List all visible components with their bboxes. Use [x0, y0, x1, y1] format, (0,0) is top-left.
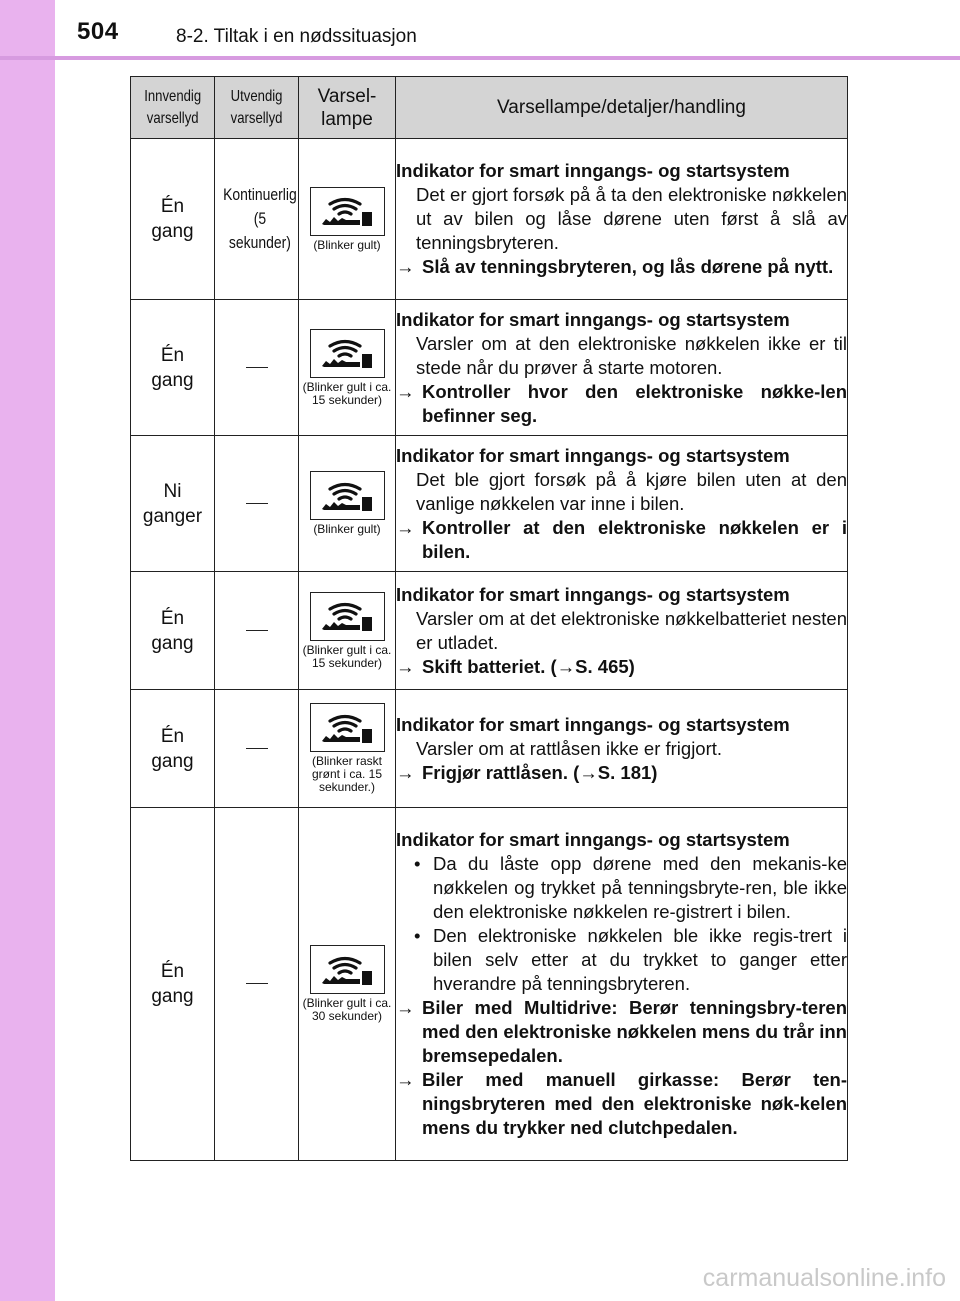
outer-sound-cell [215, 300, 299, 436]
detail-title: Indikator for smart inngangs- og startsystem [396, 583, 790, 605]
arrow-icon: → [396, 516, 415, 538]
table-header-row [131, 77, 848, 139]
detail-action: → Slå av tenningsbryteren, og lås dørene på nytt. [396, 256, 834, 277]
header-tab [0, 0, 55, 60]
smart-key-indicator-icon [310, 945, 385, 994]
empty-dash [246, 748, 268, 749]
table-row [131, 300, 848, 436]
table-row [131, 808, 848, 1161]
detail-bullet: • Den elektroniske nøkkelen ble ikke regis-trert i bilen selv etter at du trykket to ganger etter hverandre på tenningsbryteren. [414, 925, 847, 994]
smart-key-indicator-icon [310, 329, 385, 378]
detail-cell [396, 690, 848, 808]
detail-body: Det ble gjort forsøk på å kjøre bilen uten at den vanlige nøkkelen var inne i bilen. [416, 468, 847, 514]
arrow-icon: → [396, 380, 415, 402]
outer-sound-cell [215, 572, 299, 690]
header-band [0, 0, 960, 56]
detail-action: → Biler med Multidrive: Berør tenningsbry-teren med den elektroniske nøkkelen mens du trår inn bremsepedalen. [396, 997, 847, 1066]
detail-cell [396, 808, 848, 1161]
detail-cell [396, 139, 848, 300]
header-warning-lamp: Varsel- lampe [299, 77, 396, 139]
lamp-note: (Blinker gult) [313, 522, 381, 536]
detail-action: → Skift batteriet. (→S. 465) [396, 655, 635, 677]
detail-action: → Biler med manuell girkasse: Berør ten-ningsbryteren med den elektroniske nøk-kelen mens du trykker ned clutchpedalen. [396, 1069, 847, 1138]
inner-sound-cell: Ni ganger [131, 436, 215, 572]
smart-key-indicator-icon [310, 187, 385, 236]
outer-sound-cell [215, 690, 299, 808]
table-row [131, 690, 848, 808]
detail-cell [396, 300, 848, 436]
lamp-note: (Blinker raskt grønt i ca. 15 sekunder.) [311, 754, 383, 794]
empty-dash [246, 503, 268, 504]
lamp-cell [299, 690, 396, 808]
lamp-note: (Blinker gult i ca. 30 sekunder) [302, 996, 392, 1023]
inner-sound-cell: Én gang [131, 300, 215, 436]
header-rule [0, 56, 960, 60]
detail-body: Varsler om at rattlåsen ikke er frigjort. [416, 737, 723, 759]
detail-body: Varsler om at det elektroniske nøkkelbatteriet nesten er utladet. [416, 607, 847, 653]
detail-title: Indikator for smart inngangs- og startsystem [396, 160, 790, 181]
smart-key-indicator-icon [310, 471, 385, 520]
table-row [131, 436, 848, 572]
detail-cell [396, 436, 848, 572]
arrow-icon: → [396, 1069, 415, 1090]
watermark: carmanualsonline.info [702, 1264, 946, 1292]
ref-arrow-icon: → [556, 655, 576, 677]
lamp-note: (Blinker gult i ca. 15 sekunder) [302, 642, 392, 670]
lamp-note: (Blinker gult i ca. 15 sekunder) [302, 379, 392, 407]
bullet-dot-icon: • [414, 853, 421, 874]
page-number: 504 [77, 18, 119, 45]
detail-title: Indikator for smart inngangs- og startsystem [396, 444, 790, 466]
header-details: Varsellampe/detaljer/handling [396, 77, 848, 139]
ref-arrow-icon: → [579, 761, 598, 783]
detail-bullet: • Da du låste opp dørene med den mekanis-ke nøkkelen og trykket på tenningsbryte-ren, ble ikke den elektroniske nøkkelen re-gistrert i bilen. [414, 853, 847, 922]
lamp-cell [299, 436, 396, 572]
outer-sound-cell [215, 436, 299, 572]
detail-body: Det er gjort forsøk på å ta den elektroniske nøkkelen ut av bilen og låse dørene uten først å slå av tenningsbryteren. [416, 184, 847, 253]
outer-sound-cell: Kontinuerlig (5 sekunder) [215, 139, 299, 300]
detail-title: Indikator for smart inngangs- og startsystem [396, 713, 790, 735]
detail-action: → Kontroller hvor den elektroniske nøkke-len befinner seg. [396, 380, 847, 426]
empty-dash [246, 983, 268, 984]
detail-title: Indikator for smart inngangs- og startsystem [396, 308, 790, 330]
table-row [131, 572, 848, 690]
smart-key-indicator-icon [310, 703, 385, 752]
section-title: 8-2. Tiltak i en nødssituasjon [176, 26, 417, 47]
detail-action: → Frigjør rattlåsen. (→S. 181) [396, 761, 658, 783]
detail-cell [396, 572, 848, 690]
warning-table [130, 76, 848, 1161]
inner-sound-cell: Én gang [131, 690, 215, 808]
inner-sound-cell: Én gang [131, 808, 215, 1161]
inner-sound-cell: Én gang [131, 572, 215, 690]
detail-title: Indikator for smart inngangs- og startsystem [396, 829, 790, 850]
detail-action: → Kontroller at den elektroniske nøkkelen er i bilen. [396, 516, 847, 562]
detail-body: Varsler om at den elektroniske nøkkelen ikke er til stede når du prøver å starte motoren. [416, 332, 847, 378]
header-inner-sound: Innvendig varsellyd [131, 77, 215, 139]
lamp-cell [299, 139, 396, 300]
lamp-cell [299, 572, 396, 690]
lamp-note: (Blinker gult) [313, 237, 381, 252]
empty-dash [246, 630, 268, 631]
arrow-icon: → [396, 256, 415, 277]
inner-sound-cell: Én gang [131, 139, 215, 300]
header-outer-sound: Utvendig varsellyd [215, 77, 299, 139]
arrow-icon: → [396, 761, 415, 783]
lamp-cell [299, 300, 396, 436]
table-row [131, 139, 848, 300]
smart-key-indicator-icon [310, 592, 385, 641]
outer-sound-cell [215, 808, 299, 1161]
arrow-icon: → [396, 997, 415, 1018]
bullet-dot-icon: • [414, 925, 421, 946]
lamp-cell [299, 808, 396, 1161]
side-tab-bar [0, 0, 55, 1301]
empty-dash [246, 367, 268, 368]
arrow-icon: → [396, 655, 415, 677]
